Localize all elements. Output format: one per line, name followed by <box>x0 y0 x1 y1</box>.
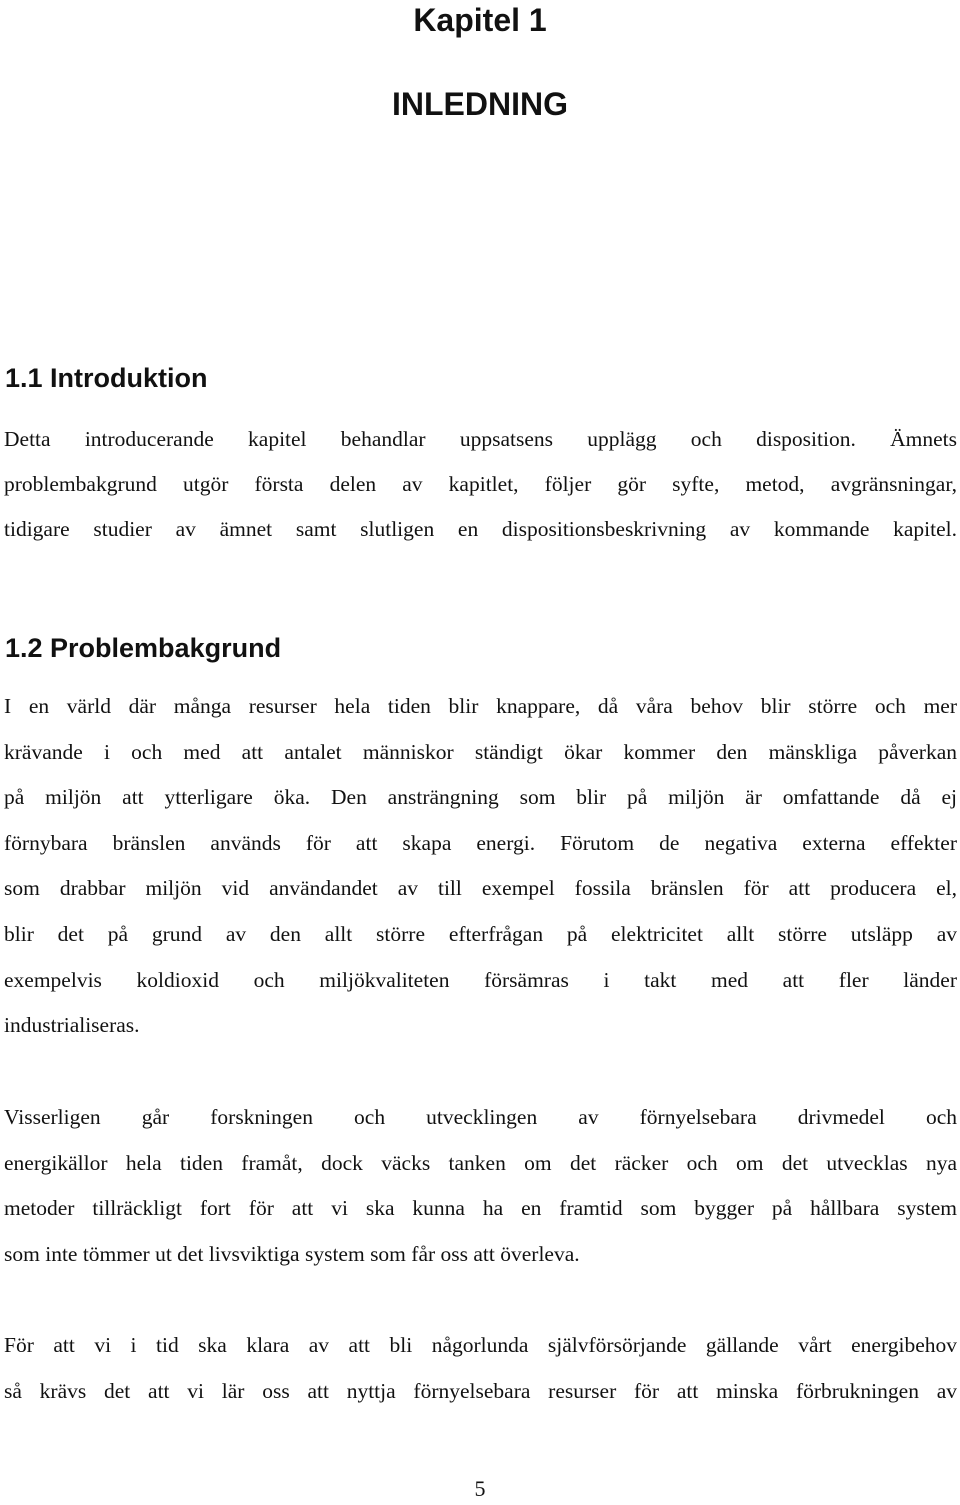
text-line: så krävs det att vi lär oss att nyttja förnyelsebara resurser för att minska förbrukningen av <box>4 1378 957 1403</box>
paragraph-introduktion <box>4 417 957 552</box>
text-line: För att vi i tid ska klara av att bli någorlunda självförsörjande gällande vårt energibehov <box>4 1333 957 1357</box>
chapter-title: INLEDNING <box>392 86 568 122</box>
text-line: exempelvis koldioxid och miljökvaliteten försämras i takt med att fler länder <box>4 967 957 992</box>
text-line: tidigare studier av ämnet samt slutligen en dispositionsbeskrivning av kommande kapitel. <box>4 517 957 541</box>
text-line: industrialiseras. <box>4 1013 140 1038</box>
text-line: förnybara bränslen används för att skapa energi. Förutom de negativa externa effekter <box>4 830 957 855</box>
text-line: Detta introducerande kapitel behandlar uppsatsens upplägg och disposition. Ämnets <box>4 427 957 451</box>
section-heading-problembakgrund: 1.2 Problembakgrund <box>5 633 282 663</box>
text-line: problembakgrund utgör första delen av kapitlet, följer gör syfte, metod, avgränsningar, <box>4 472 957 496</box>
chapter-number: Kapitel 1 <box>413 2 547 38</box>
page-number: 5 <box>474 1476 486 1501</box>
paragraph-problembakgrund-1 <box>4 684 957 1049</box>
text-line: Visserligen går forskningen och utvecklingen av förnyelsebara drivmedel och <box>4 1105 957 1129</box>
text-line: som inte tömmer ut det livsviktiga system som får oss att överleva. <box>4 1241 580 1266</box>
section-heading-introduktion: 1.1 Introduktion <box>5 363 208 393</box>
text-line: blir det på grund av den allt större efterfrågan på elektricitet allt större utsläpp av <box>4 921 957 946</box>
text-line: metoder tillräckligt fort för att vi ska kunna ha en framtid som bygger på hållbara system <box>4 1196 957 1221</box>
paragraph-problembakgrund-2 <box>4 1095 957 1277</box>
text-line: energikällor hela tiden framåt, dock väcks tanken om det räcker och om det utvecklas nya <box>4 1150 957 1175</box>
text-line: på miljön att ytterligare öka. Den ansträngning som blir på miljön är omfattande då ej <box>4 785 957 810</box>
paragraph-problembakgrund-3 <box>4 1323 957 1414</box>
text-line: I en värld där många resurser hela tiden blir knappare, då våra behov blir större och mer <box>4 694 957 718</box>
text-line: som drabbar miljön vid användandet av till exempel fossila bränslen för att producera el, <box>4 876 957 901</box>
text-line: krävande i och med att antalet människor ständigt ökar kommer den mänskliga påverkan <box>4 739 957 764</box>
